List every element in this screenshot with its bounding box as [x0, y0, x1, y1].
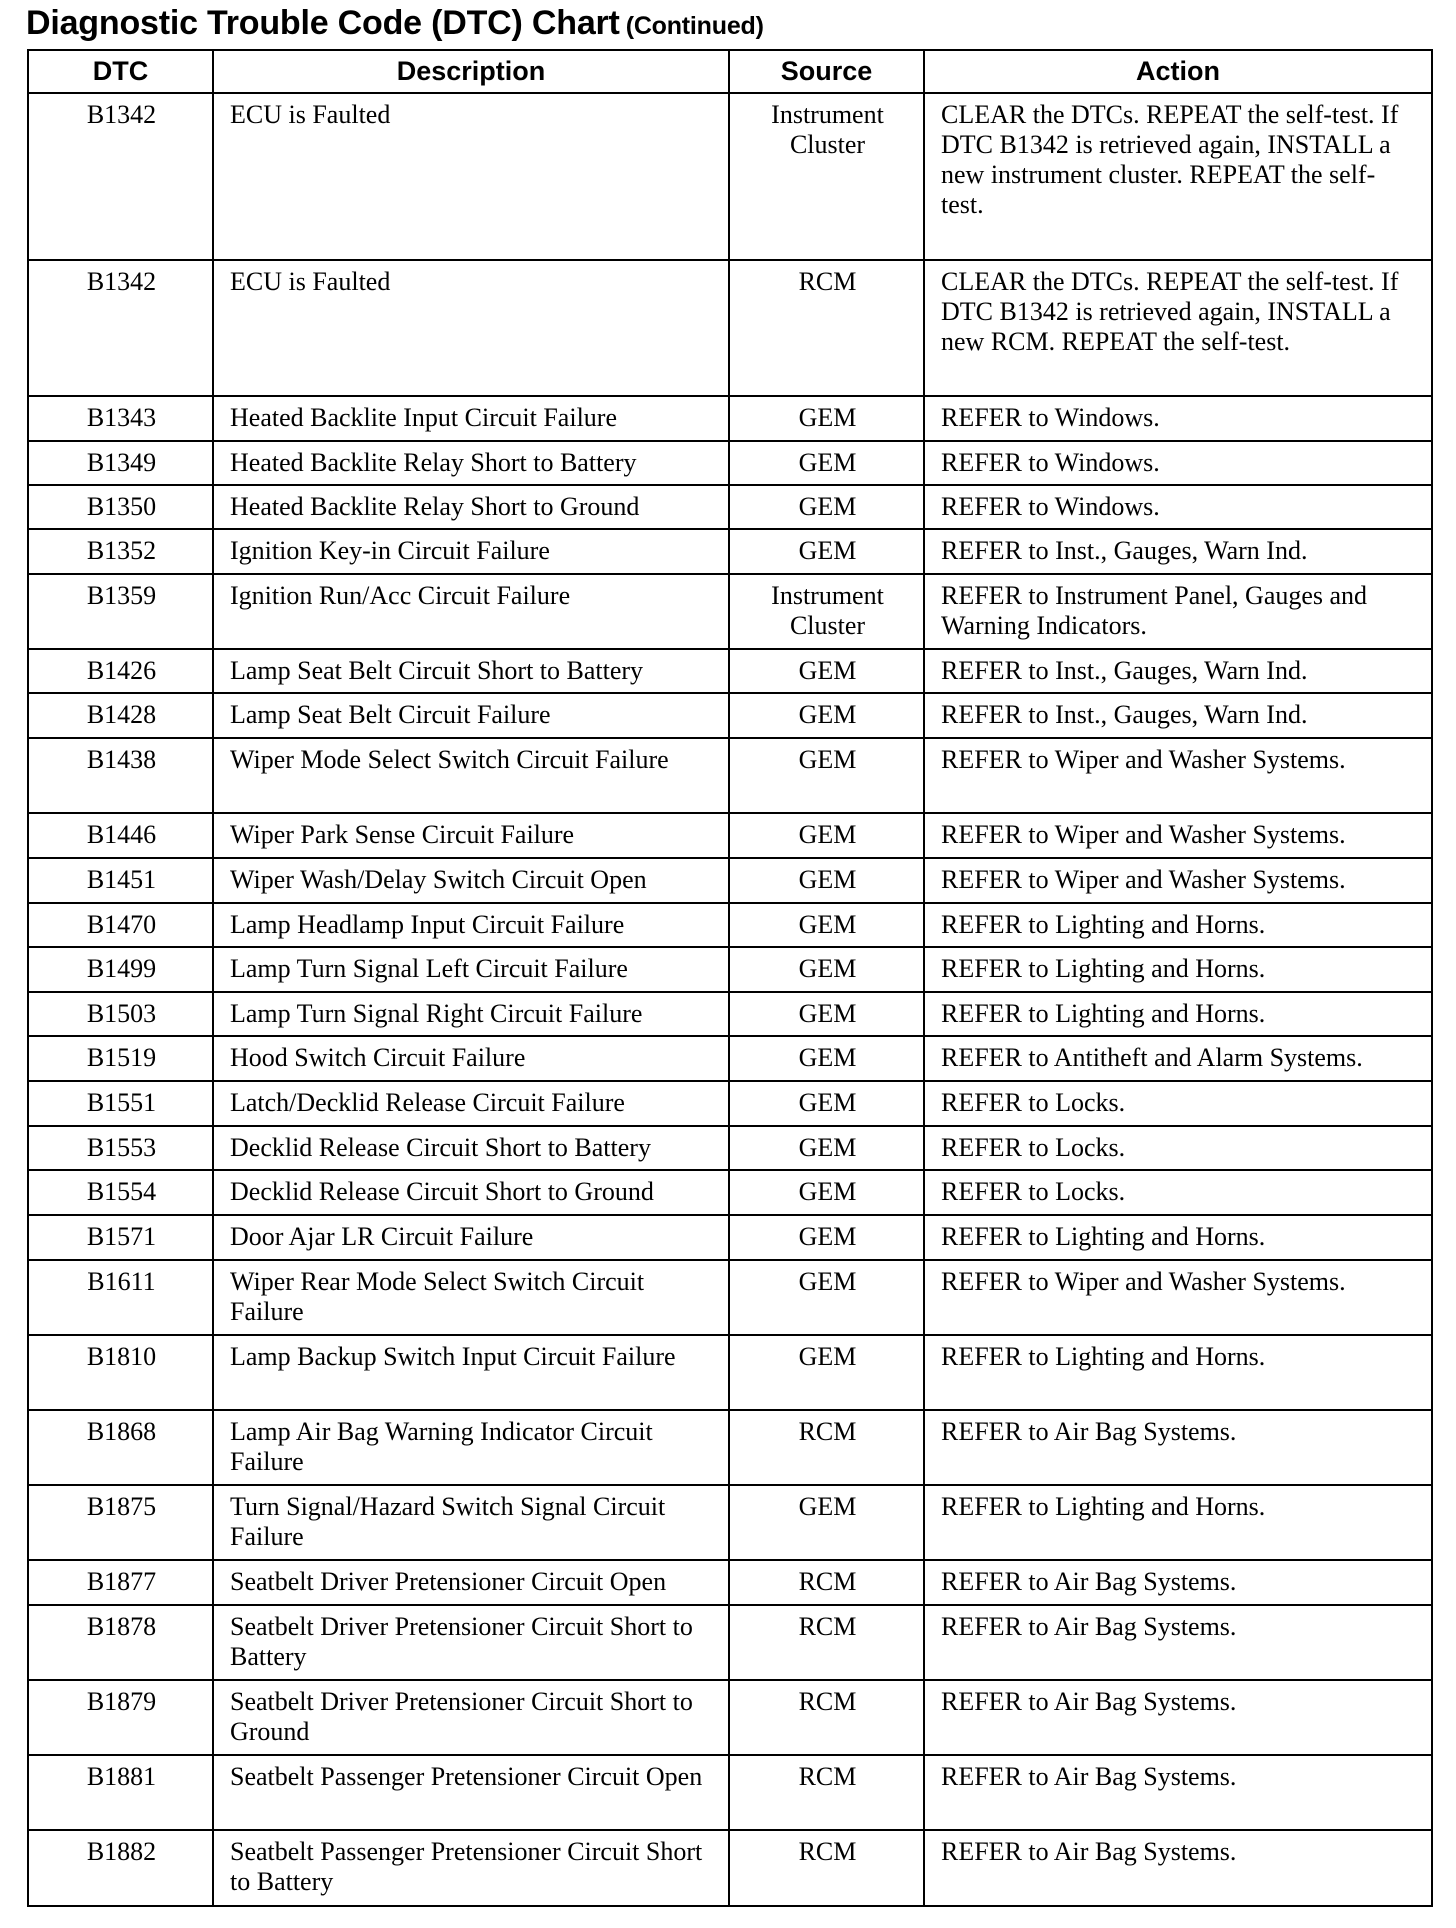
cell-dtc: B1875 [28, 1485, 213, 1560]
cell-action: REFER to Air Bag Systems. [924, 1755, 1432, 1830]
table-row [28, 485, 1432, 529]
cell-action: REFER to Instrument Panel, Gauges and Warning Indicators. [924, 574, 1432, 649]
cell-description: Lamp Backup Switch Input Circuit Failure [213, 1335, 729, 1410]
cell-description: Ignition Run/Acc Circuit Failure [213, 574, 729, 649]
table-body [28, 93, 1432, 1906]
cell-dtc: B1349 [28, 441, 213, 485]
cell-dtc: B1503 [28, 992, 213, 1036]
cell-dtc: B1882 [28, 1830, 213, 1906]
cell-source: GEM [729, 485, 924, 529]
cell-source: GEM [729, 1170, 924, 1215]
table-row [28, 574, 1432, 649]
cell-dtc: B1551 [28, 1081, 213, 1126]
table-row [28, 858, 1432, 903]
cell-description: Hood Switch Circuit Failure [213, 1036, 729, 1081]
cell-dtc: B1359 [28, 574, 213, 649]
table-row [28, 1485, 1432, 1560]
cell-action: REFER to Locks. [924, 1170, 1432, 1215]
cell-description: Wiper Park Sense Circuit Failure [213, 813, 729, 858]
cell-description: Seatbelt Driver Pretensioner Circuit Open [213, 1560, 729, 1605]
table-row [28, 1260, 1432, 1335]
cell-action: REFER to Lighting and Horns. [924, 1215, 1432, 1260]
cell-source: GEM [729, 1215, 924, 1260]
cell-source: GEM [729, 649, 924, 693]
cell-action: REFER to Wiper and Washer Systems. [924, 738, 1432, 813]
cell-dtc: B1499 [28, 947, 213, 992]
cell-source: GEM [729, 1036, 924, 1081]
cell-source: GEM [729, 529, 924, 574]
cell-dtc: B1446 [28, 813, 213, 858]
cell-source: RCM [729, 1680, 924, 1755]
cell-dtc: B1438 [28, 738, 213, 813]
cell-dtc: B1350 [28, 485, 213, 529]
cell-dtc: B1342 [28, 260, 213, 396]
column-header-dtc: DTC [28, 50, 213, 93]
cell-description: Heated Backlite Relay Short to Ground [213, 485, 729, 529]
cell-source: GEM [729, 1335, 924, 1410]
dtc-table [27, 49, 1433, 1907]
cell-description: Seatbelt Passenger Pretensioner Circuit Short to Battery [213, 1830, 729, 1906]
cell-source: GEM [729, 1126, 924, 1170]
cell-dtc: B1868 [28, 1410, 213, 1485]
cell-source: GEM [729, 1260, 924, 1335]
cell-description: Ignition Key-in Circuit Failure [213, 529, 729, 574]
cell-dtc: B1881 [28, 1755, 213, 1830]
table-row [28, 529, 1432, 574]
cell-action: REFER to Windows. [924, 485, 1432, 529]
cell-source: GEM [729, 1485, 924, 1560]
cell-dtc: B1611 [28, 1260, 213, 1335]
column-header-action: Action [924, 50, 1432, 93]
cell-dtc: B1343 [28, 396, 213, 441]
table-row [28, 1036, 1432, 1081]
cell-dtc: B1877 [28, 1560, 213, 1605]
column-header-description: Description [213, 50, 729, 93]
cell-action: REFER to Locks. [924, 1126, 1432, 1170]
title-suffix: (Continued) [625, 12, 764, 40]
cell-source: GEM [729, 992, 924, 1036]
cell-description: Lamp Seat Belt Circuit Short to Battery [213, 649, 729, 693]
table-row [28, 1410, 1432, 1485]
cell-description: Door Ajar LR Circuit Failure [213, 1215, 729, 1260]
cell-dtc: B1352 [28, 529, 213, 574]
table-row [28, 1170, 1432, 1215]
cell-action: REFER to Windows. [924, 396, 1432, 441]
cell-dtc: B1428 [28, 693, 213, 738]
cell-dtc: B1451 [28, 858, 213, 903]
cell-action: REFER to Lighting and Horns. [924, 903, 1432, 947]
cell-source: Instrument Cluster [729, 93, 924, 260]
cell-action: REFER to Antitheft and Alarm Systems. [924, 1036, 1432, 1081]
table-row [28, 396, 1432, 441]
table-header-row [28, 50, 1432, 93]
table-row [28, 1680, 1432, 1755]
cell-description: Lamp Turn Signal Left Circuit Failure [213, 947, 729, 992]
table-row [28, 1126, 1432, 1170]
cell-source: RCM [729, 1755, 924, 1830]
cell-dtc: B1553 [28, 1126, 213, 1170]
cell-action: REFER to Lighting and Horns. [924, 947, 1432, 992]
cell-dtc: B1554 [28, 1170, 213, 1215]
cell-dtc: B1519 [28, 1036, 213, 1081]
cell-source: GEM [729, 396, 924, 441]
table-row [28, 260, 1432, 396]
cell-action: REFER to Inst., Gauges, Warn Ind. [924, 693, 1432, 738]
cell-action: REFER to Locks. [924, 1081, 1432, 1126]
cell-description: Latch/Decklid Release Circuit Failure [213, 1081, 729, 1126]
table-row [28, 1605, 1432, 1680]
cell-source: GEM [729, 441, 924, 485]
table-row [28, 738, 1432, 813]
cell-source: GEM [729, 903, 924, 947]
cell-action: REFER to Air Bag Systems. [924, 1605, 1432, 1680]
cell-dtc: B1879 [28, 1680, 213, 1755]
cell-description: Wiper Wash/Delay Switch Circuit Open [213, 858, 729, 903]
cell-description: Seatbelt Driver Pretensioner Circuit Short to Battery [213, 1605, 729, 1680]
cell-description: Decklid Release Circuit Short to Battery [213, 1126, 729, 1170]
cell-description: ECU is Faulted [213, 93, 729, 260]
table-row [28, 947, 1432, 992]
title-text: Diagnostic Trouble Code (DTC) Chart [26, 4, 620, 42]
cell-source: RCM [729, 1560, 924, 1605]
cell-description: Seatbelt Passenger Pretensioner Circuit Open [213, 1755, 729, 1830]
table-row [28, 93, 1432, 260]
column-header-source: Source [729, 50, 924, 93]
cell-source: GEM [729, 738, 924, 813]
table-row [28, 1755, 1432, 1830]
cell-description: Lamp Seat Belt Circuit Failure [213, 693, 729, 738]
cell-action: REFER to Lighting and Horns. [924, 1485, 1432, 1560]
cell-description: Lamp Turn Signal Right Circuit Failure [213, 992, 729, 1036]
cell-description: Wiper Rear Mode Select Switch Circuit Failure [213, 1260, 729, 1335]
cell-description: Heated Backlite Relay Short to Battery [213, 441, 729, 485]
cell-action: CLEAR the DTCs. REPEAT the self-test. If DTC B1342 is retrieved again, INSTALL a new RCM. REPEAT the self-test. [924, 260, 1432, 396]
cell-source: GEM [729, 693, 924, 738]
cell-action: REFER to Air Bag Systems. [924, 1560, 1432, 1605]
table-row [28, 1335, 1432, 1410]
table-row [28, 441, 1432, 485]
cell-dtc: B1426 [28, 649, 213, 693]
cell-dtc: B1342 [28, 93, 213, 260]
table-row [28, 903, 1432, 947]
table-row [28, 1215, 1432, 1260]
cell-action: REFER to Air Bag Systems. [924, 1410, 1432, 1485]
cell-source: RCM [729, 260, 924, 396]
table-row [28, 693, 1432, 738]
cell-source: GEM [729, 947, 924, 992]
cell-source: RCM [729, 1605, 924, 1680]
cell-action: REFER to Lighting and Horns. [924, 992, 1432, 1036]
table-row [28, 1830, 1432, 1906]
cell-action: REFER to Wiper and Washer Systems. [924, 1260, 1432, 1335]
cell-description: Lamp Headlamp Input Circuit Failure [213, 903, 729, 947]
cell-dtc: B1810 [28, 1335, 213, 1410]
cell-dtc: B1470 [28, 903, 213, 947]
cell-action: REFER to Lighting and Horns. [924, 1335, 1432, 1410]
cell-source: GEM [729, 813, 924, 858]
cell-description: Wiper Mode Select Switch Circuit Failure [213, 738, 729, 813]
cell-dtc: B1878 [28, 1605, 213, 1680]
cell-description: Seatbelt Driver Pretensioner Circuit Short to Ground [213, 1680, 729, 1755]
cell-source: Instrument Cluster [729, 574, 924, 649]
cell-description: Lamp Air Bag Warning Indicator Circuit Failure [213, 1410, 729, 1485]
cell-action: REFER to Air Bag Systems. [924, 1680, 1432, 1755]
cell-action: REFER to Wiper and Washer Systems. [924, 813, 1432, 858]
table-row [28, 1081, 1432, 1126]
cell-source: RCM [729, 1410, 924, 1485]
page-title [26, 4, 764, 43]
cell-dtc: B1571 [28, 1215, 213, 1260]
table-row [28, 1560, 1432, 1605]
cell-description: Decklid Release Circuit Short to Ground [213, 1170, 729, 1215]
table-row [28, 813, 1432, 858]
cell-description: ECU is Faulted [213, 260, 729, 396]
cell-source: RCM [729, 1830, 924, 1906]
cell-action: REFER to Inst., Gauges, Warn Ind. [924, 529, 1432, 574]
cell-description: Turn Signal/Hazard Switch Signal Circuit Failure [213, 1485, 729, 1560]
cell-action: REFER to Wiper and Washer Systems. [924, 858, 1432, 903]
table-row [28, 649, 1432, 693]
cell-action: REFER to Air Bag Systems. [924, 1830, 1432, 1906]
cell-source: GEM [729, 858, 924, 903]
table-row [28, 992, 1432, 1036]
cell-action: CLEAR the DTCs. REPEAT the self-test. If DTC B1342 is retrieved again, INSTALL a new instrument cluster. REPEAT the self-test. [924, 93, 1432, 260]
cell-action: REFER to Windows. [924, 441, 1432, 485]
cell-description: Heated Backlite Input Circuit Failure [213, 396, 729, 441]
cell-action: REFER to Inst., Gauges, Warn Ind. [924, 649, 1432, 693]
cell-source: GEM [729, 1081, 924, 1126]
